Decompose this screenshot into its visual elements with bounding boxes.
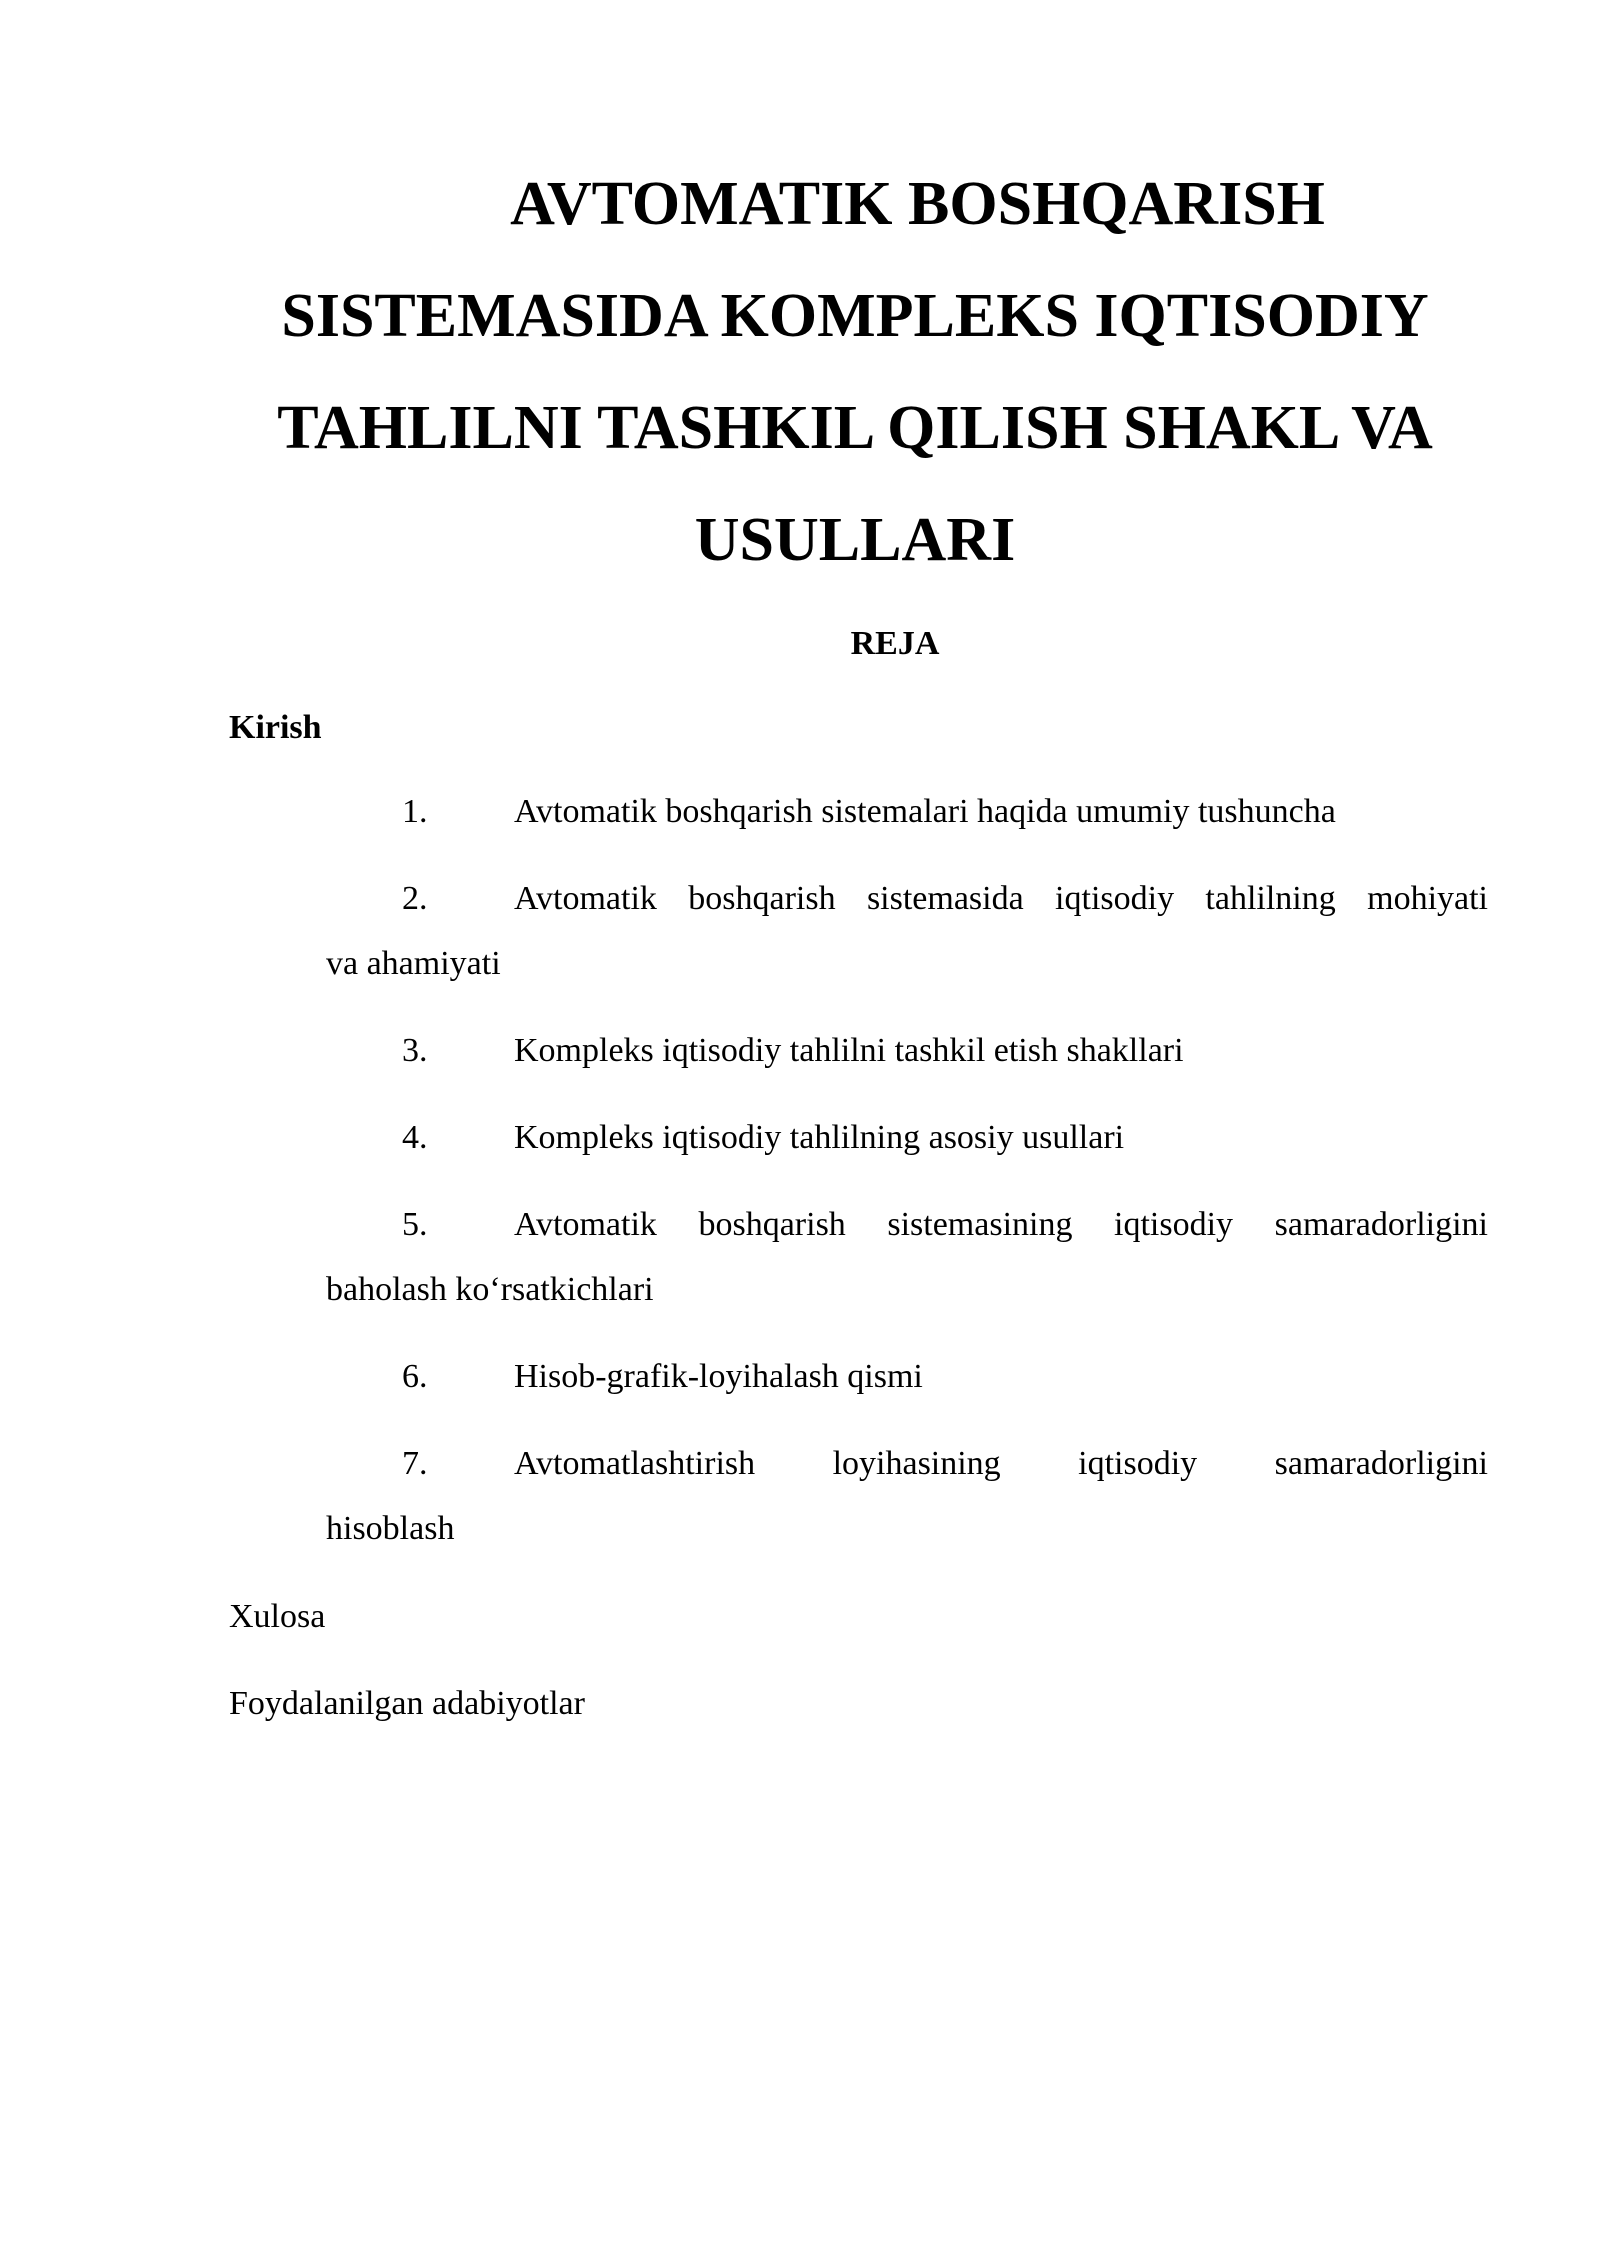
toc-item-7-continuation	[326, 1496, 1488, 1561]
toc-item-text-line2: va ahamiyati	[326, 945, 501, 982]
toc-item-text-line1: Avtomatik boshqarish sistemasida iqtisodiy tahlilning mohiyati	[514, 880, 1488, 917]
toc-item-5-continuation	[326, 1257, 1488, 1322]
toc-item-text: Hisob-grafik-loyihalash qismi	[514, 1358, 923, 1395]
toc-item-2-continuation	[326, 931, 1488, 996]
toc-item-text-line1: Avtomatlashtirish loyihasining iqtisodiy samaradorligini	[514, 1445, 1488, 1482]
plan-heading: REJA	[850, 625, 940, 662]
toc-item-7	[326, 1431, 1488, 1496]
toc-item-text: Avtomatik boshqarish sistemalari haqida umumiy tushuncha	[514, 793, 1336, 830]
toc-item-4	[326, 1105, 1488, 1170]
toc-item-text: Kompleks iqtisodiy tahlilning asosiy usullari	[514, 1119, 1125, 1156]
toc-item-1	[326, 779, 1488, 844]
toc-item-number: 4.	[402, 1119, 428, 1156]
section-intro: Kirish	[229, 709, 322, 746]
toc-item-number: 1.	[402, 793, 428, 830]
section-references: Foydalanilgan adabiyotlar	[229, 1685, 585, 1722]
toc-item-number: 5.	[402, 1206, 428, 1243]
toc-item-3	[326, 1018, 1488, 1083]
toc-item-6	[326, 1344, 1488, 1409]
toc-item-text-line1: Avtomatik boshqarish sistemasining iqtisodiy samaradorligini	[514, 1206, 1488, 1243]
toc-item-text: Kompleks iqtisodiy tahlilni tashkil etish shakllari	[514, 1032, 1184, 1069]
toc-item-2	[326, 866, 1488, 931]
toc-item-text-line2: hisoblash	[326, 1510, 455, 1547]
toc-item-number: 7.	[402, 1445, 428, 1482]
toc-item-number: 2.	[402, 880, 428, 917]
toc-item-text-line2: baholash ko‘rsatkichlari	[326, 1271, 654, 1308]
toc-item-5	[326, 1192, 1488, 1257]
toc-item-number: 3.	[402, 1032, 428, 1069]
document-title: AVTOMATIK BOSHQARISH SISTEMASIDA KOMPLEKS IQTISODIY TAHLILNI TASHKIL QILISH SHAKL VA USULLARI	[277, 170, 1433, 574]
section-conclusion: Xulosa	[229, 1598, 326, 1635]
toc-item-number: 6.	[402, 1358, 428, 1395]
